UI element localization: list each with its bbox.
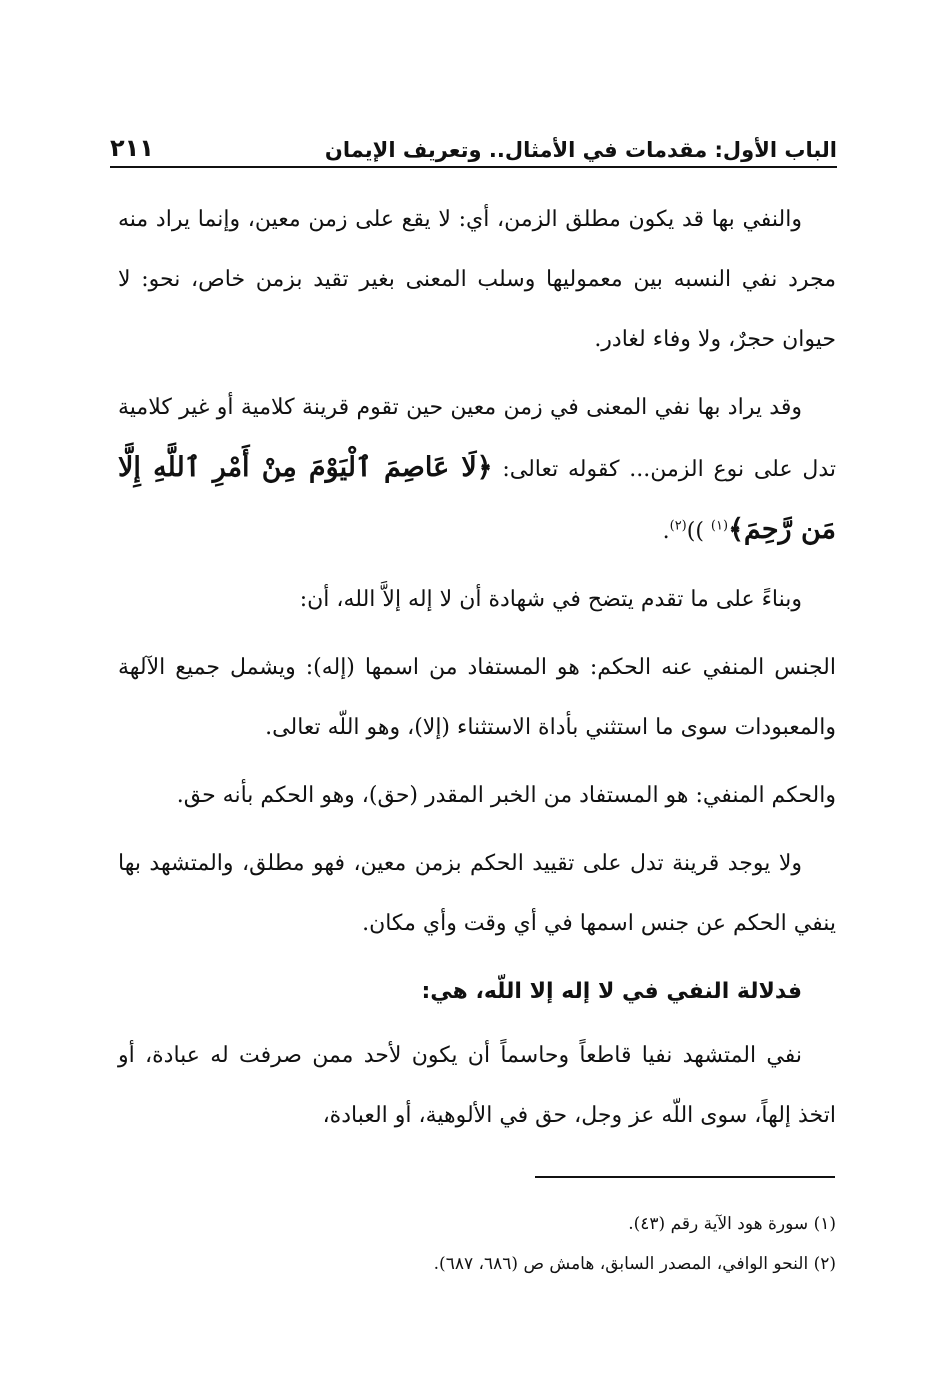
main-text — [118, 190, 836, 1154]
paragraph-5: والحكم المنفي: هو المستفاد من الخبر المقدر (حق)، وهو الحكم بأنه حق. — [176, 783, 836, 808]
quran-verse: ﴿لَا عَاصِمَ ٱلْيَوْمَ مِنْ أَمْرِ ٱللَّهِ إِلَّا مَن رَّحِمَ﴾ — [118, 452, 836, 545]
paragraph-7: نفي المتشهد نفيا قاطعاً وحاسماً أن يكون لأحد ممن صرفت له عبادة، أو اتخذ إلهاً، سوى اللّه عز وجل، حق في الألوهية، أو العبادة، — [118, 1043, 836, 1128]
footnote-2: (٢) النحو الوافي، المصدر السابق، هامش ص (٦٨٦، ٦٨٧). — [433, 1254, 836, 1274]
paragraph-3: وبناءً على ما تقدم يتضح في شهادة أن لا إله إلاَّ الله، أن: — [299, 587, 802, 612]
chapter-title: الباب الأول: مقدمات في الأمثال.. وتعريف الإيمان — [324, 138, 837, 162]
sentence-end: . — [662, 519, 670, 544]
paragraph-2-intro: وقد يراد بها نفي المعنى في زمن معين حين تقوم قرينة كلامية أو غير كلامية تدل على نوع الزمن... كقوله تعالى: — [118, 395, 836, 482]
section-heading: فدلالة النفي في لا إله إلا اللّه، هي: — [421, 979, 802, 1004]
paragraph-6: ولا يوجد قرينة تدل على تقييد الحكم بزمن معين، فهو مطلق، والمتشهد بها ينفي الحكم عن جنس اسمها في أي وقت وأي مكان. — [118, 851, 836, 936]
paragraph-2 — [118, 378, 836, 562]
footnotes — [118, 1204, 836, 1284]
paragraph-4: الجنس المنفي عنه الحكم: هو المستفاد من اسمها (إله): ويشمل جميع الآلهة والمعبودات سوى ما استثني بأداة الاستثناء (إلا)، وهو اللّه تعالى. — [118, 655, 836, 740]
footnote-ref-2: (٢) — [669, 518, 687, 534]
header-rule — [110, 166, 837, 168]
page-number: ٢١١ — [110, 134, 154, 162]
running-header — [110, 128, 837, 162]
footnote-1: (١) سورة هود الآية رقم (٤٣). — [628, 1214, 836, 1234]
footnote-separator — [535, 1176, 835, 1178]
footnote-ref-1: (١) — [710, 518, 729, 534]
paragraph-1: والنفي بها قد يكون مطلق الزمن، أي: لا يقع على زمن معين، وإنما يراد منه مجرد نفي النسبه بين معموليها وسلب المعنى بغير تقيد بزمن خاص، نحو: لا حيوان حجرٌ، ولا وفاء لغادر. — [118, 207, 836, 352]
quote-close: )) — [686, 519, 711, 544]
